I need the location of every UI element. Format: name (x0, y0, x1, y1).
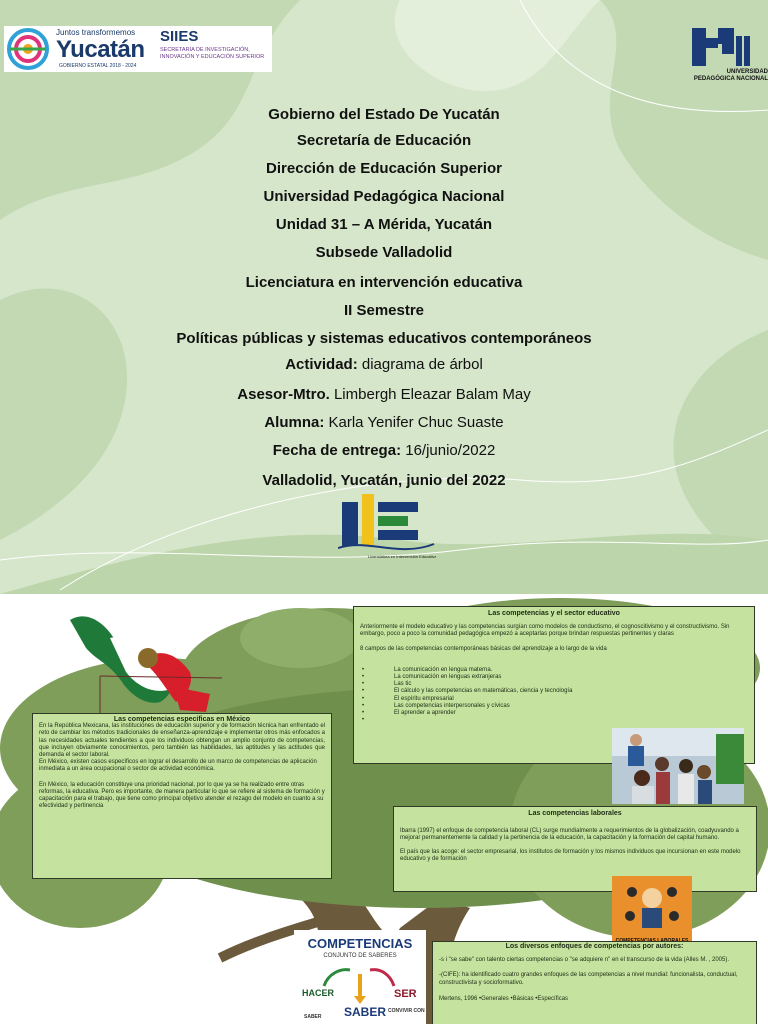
cover-line-value: diagrama de árbol (357, 356, 483, 373)
cover-line-label: Universidad Pedagógica Nacional (263, 188, 505, 205)
classroom-photo (612, 728, 744, 804)
cover-line-label: Alumna: (264, 414, 325, 431)
laborales-paragraph-2: El país que las acoge: el sector empresarial, los institutos de formación y los mismos individuos que incursionan en este modelo educativo y de formación (400, 848, 741, 862)
sector-list-item: • El espíritu empresarial (354, 696, 754, 703)
siies-name: SIIES (160, 28, 199, 45)
competencias-convivir: CONVIVIR CON (388, 1008, 425, 1014)
cover-line (0, 188, 768, 205)
cover-line (0, 106, 768, 123)
laborales-box (393, 806, 757, 892)
cover-line-label: Secretaría de Educación (296, 132, 472, 149)
enfoques-box (432, 941, 757, 1024)
sector-list-item: • La comunicación en lenguas extranjeras (354, 674, 754, 681)
sector-list-item: • El aprender a aprender (354, 710, 754, 717)
yucatan-mark-icon (6, 28, 50, 70)
mexico-paragraph-2: En México, existen casos específicos en lograr el desarrollo de un marco de competencias de aplicación inmediata a un área ocupacional o sector de actividad económica. (39, 759, 317, 773)
cover-line (0, 356, 768, 373)
enfoques-paragraph-3: Mertens, 1996 •Generales •Básicas •Específicas (439, 995, 569, 1002)
lie-logo (338, 490, 436, 566)
workers-icon (612, 876, 692, 936)
competencias-subheading: CONJUNTO DE SABERES (323, 953, 397, 959)
cover-line (0, 414, 768, 431)
yucatan-slogan: Juntos transformemos (56, 28, 136, 37)
cover-line-value: Karla Yenifer Chuc Suaste (324, 414, 504, 431)
competencias-ser: SER (394, 988, 417, 1000)
cover-line-label: Licenciatura en intervención educativa (245, 274, 523, 291)
cover-line-label: Unidad 31 – A Mérida, Yucatán (275, 216, 493, 233)
competencias-hacer: HACER (302, 988, 335, 998)
competencias-saber-small: SABER (304, 1014, 322, 1020)
yucatan-name: Yucatán (56, 36, 145, 63)
cover-line-label: Subsede Valladolid (315, 244, 453, 261)
cover-line (0, 216, 768, 233)
siies-logo (154, 26, 272, 72)
sector-list-item: • El cálculo y las competencias en matemáticas, ciencia y tecnología (354, 688, 754, 695)
upn-logo (688, 24, 768, 94)
mexico-paragraph-3: En México, la educación constituye una prioridad nacional, por lo que ya se ha realizado entre otras reformas, la educativa. Pero es importante, de manera particular lo que se refiere al sistema de formación y capacitación para el trabajo, que tiene como principal objetivo atender el rezago del modelo en cuanto a su efectividad y pertinencia (39, 781, 325, 810)
cover-line (0, 302, 768, 319)
cover-line-value: 16/junio/2022 (401, 442, 496, 459)
siies-subtitle: SECRETARÍA DE INVESTIGACIÓN, INNOVACIÓN Y EDUCACIÓN SUPERIOR (160, 47, 265, 60)
cover-line (0, 274, 768, 291)
upn-mark-icon (688, 24, 768, 70)
cover-line (0, 330, 768, 347)
sector-list-item: • Las competencias interpersonales y cívicas (354, 703, 754, 710)
sector-title: Las competencias y el sector educativo (488, 610, 620, 617)
cover-line-label: Actividad: (285, 356, 358, 373)
cover-line-label: Valladolid, Yucatán, junio del 2022 (262, 472, 506, 489)
classroom-image (612, 728, 744, 804)
cover-line-label: Dirección de Educación Superior (266, 160, 502, 177)
cover-line-label: Políticas públicas y sistemas educativos contemporáneos (176, 330, 592, 347)
competencias-laborales-image (612, 876, 692, 948)
cover-line (0, 132, 768, 149)
mexico-box (32, 713, 332, 879)
cover-line-label: Gobierno del Estado De Yucatán (268, 106, 500, 123)
upn-name: UNIVERSIDAD PEDAGÓGICA NACIONAL (693, 69, 768, 82)
competencias-saber: SABER (344, 1005, 387, 1019)
sector-list-item: • Las tic (354, 681, 754, 688)
laborales-paragraph-1: Ibarra (1997) el enfoque de competencia laboral (CL) surge mundialmente a requerimientos de la globalización, coadyuvando a mejorar permanentemente la calidad y la pertinencia de la educación, la capacitación y la formación del capital humano. (400, 828, 739, 842)
enfoques-paragraph-2: -(CIFE): ha identificado cuatro grandes enfoques de las competencias a nivel mundial: funcionalista, conductual, constructivista y socioformativo. (439, 972, 738, 986)
tree-diagram-page (0, 598, 768, 1024)
mexico-title: Las competencias especificas en México (113, 716, 251, 723)
cover-line-label: II Semestre (343, 302, 425, 319)
cover-line (0, 386, 768, 403)
enfoques-title: Los diversos enfoques de competencias por autores: (505, 943, 684, 950)
sector-list (354, 667, 754, 717)
lie-mark-icon (338, 490, 436, 566)
cover-line (0, 244, 768, 261)
cover-line-label: Asesor-Mtro. (237, 386, 330, 403)
yucatan-logo (4, 26, 154, 72)
cover-line-label: Fecha de entrega: (272, 442, 402, 459)
yucatan-period: GOBIERNO ESTATAL 2018 - 2024 (59, 63, 137, 69)
cover-line (0, 472, 768, 489)
enfoques-paragraph-1: -s i "se sabe" con talento ciertas competencias o "se adquiere n" en el transcurso de la vida (Alles M. , 2005). (439, 957, 730, 964)
cover-line (0, 442, 768, 459)
lie-caption: Licenciatura en Intervención Educativa (368, 554, 436, 559)
sector-paragraph-1: Anteriormente el modelo educativo y las competencias surgían como modelos de conductismo, el cognoscitivismo y el constructivismo. Sin embargo, poco a poco la comunidad pedagógica empezó a aceptarlas porque brindan respuestas pertinentes y claras (360, 624, 730, 638)
cover-line (0, 160, 768, 177)
competencias-heading: COMPETENCIAS (307, 936, 413, 951)
sector-list-item: • La comunicación en lengua materna. (354, 667, 754, 674)
competencias-image (294, 930, 426, 1024)
cover-line-value: Limbergh Eleazar Balam May (329, 386, 531, 403)
laborales-title: Las competencias laborales (528, 810, 622, 817)
mexico-paragraph-1: En la República Mexicana, las instituciones de educación superior y de formación técnica han enfrentado el reto de cambiar los métodos tradicionales de enseñanza-aprendizaje e implementar otros más enfocados a las necesidades actuales tendientes a que los individuos obtengan un amplio conjunto de competencias, que incluyen obviamente conocimientos, pero también las habilidades, las aptitudes y las actitudes que demanda el sector laboral. (39, 723, 325, 759)
sector-paragraph-2: 8 campos de las competencias contemporáneas básicas del aprendizaje a lo largo de la vida (360, 645, 607, 652)
